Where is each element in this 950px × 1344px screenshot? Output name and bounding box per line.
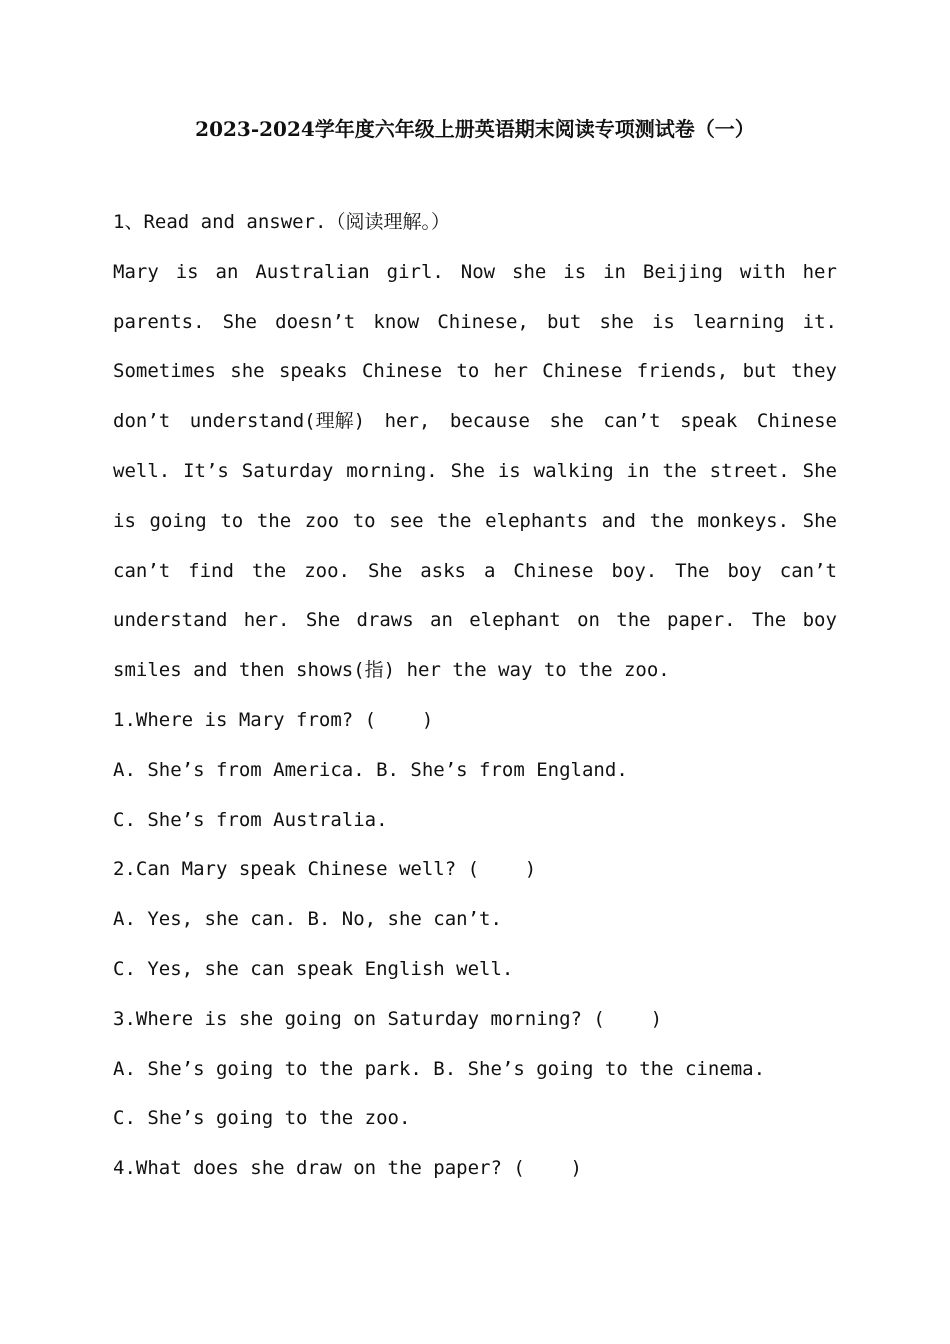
question-options: C. She’s going to the zoo. (113, 1107, 411, 1130)
passage-line (113, 596, 837, 646)
passage-word: can’t (779, 559, 837, 582)
passage-word: to (543, 659, 579, 682)
passage-word: Australian (255, 260, 370, 283)
passage-word: She (802, 459, 837, 482)
passage-word: a (483, 559, 496, 582)
question-options: A. Yes, she can. B. No, she can’t. (113, 908, 502, 931)
passage-line (113, 447, 837, 497)
passage-word: boy (727, 559, 762, 582)
passage-word: but (742, 360, 777, 383)
passage-word: walking (533, 459, 614, 482)
passage-word: boy (802, 609, 837, 632)
passage-word: then (238, 659, 297, 682)
passage-word: and (601, 509, 636, 532)
passage-word: is (563, 260, 587, 283)
passage-word: can’t (603, 410, 661, 433)
passage-word: in (626, 459, 650, 482)
passage-word: way (498, 659, 544, 682)
passage-word: she (549, 410, 584, 433)
passage-word: zoo (304, 509, 340, 532)
passage-word: an (430, 609, 453, 632)
passage-word: to (352, 509, 376, 532)
passage-word: Sometimes (113, 360, 216, 383)
passage-word: monkeys. (697, 509, 790, 532)
passage-word: friends, (636, 360, 729, 383)
passage-word: speaks (278, 360, 348, 383)
passage-word: elephants (485, 509, 589, 532)
passage-word: is (651, 310, 675, 333)
passage-word: is (113, 509, 136, 532)
passage-word: well. (113, 459, 171, 482)
question-3 (113, 995, 837, 1144)
passage-word: the (437, 509, 472, 532)
passage-word: find (188, 559, 234, 582)
passage-word: her. (243, 609, 290, 632)
passage-word: going (149, 509, 207, 532)
question-1 (113, 696, 837, 845)
passage-word: zoo. (623, 659, 670, 682)
passage-word: can’t (113, 559, 171, 582)
passage-word: she (599, 310, 634, 333)
question-stem: 2.Can Mary speak Chinese well? ( ) (113, 858, 537, 881)
page-title: 2023-2024学年度六年级上册英语期末阅读专项测试卷（一） (195, 117, 755, 141)
question-stem: 1.Where is Mary from? ( ) (113, 708, 434, 731)
passage-word: parents. (113, 310, 205, 333)
passage-word: is (497, 459, 521, 482)
passage-word: speak (680, 410, 738, 433)
passage-word: draws (356, 609, 414, 632)
passage-word: She (367, 559, 403, 582)
passage-word: paper. (666, 609, 736, 632)
passage-word: in (603, 260, 626, 283)
passage-word: Beijing (642, 260, 723, 283)
passage-word: Chinese (361, 360, 443, 383)
question-stem: 4.What does she draw on the paper? ( ) (113, 1157, 582, 1180)
question-options: C. Yes, she can speak English well. (113, 957, 514, 980)
passage-word: an (215, 260, 239, 283)
passage-word: understand(理解) (189, 410, 366, 433)
passage-word: her (802, 260, 837, 283)
passage-word: The (751, 609, 787, 632)
passage-word: the (251, 559, 287, 582)
passage-word: girl. (386, 260, 444, 283)
passage-line (113, 397, 837, 447)
passage-word: the (649, 509, 684, 532)
passage-word: Chinese (542, 360, 623, 383)
passage-word: She (222, 310, 257, 333)
passage-line (113, 248, 837, 298)
passage-word: her (493, 360, 528, 383)
question-4 (113, 1144, 837, 1194)
passage-line (113, 298, 837, 348)
passage-word: see (389, 509, 424, 532)
question-options: A. She’s from America. B. She’s from England. (113, 758, 628, 781)
passage-word: asks (420, 559, 466, 582)
passage-word: Chinese, (437, 310, 529, 333)
passage-word: morning. (346, 459, 438, 482)
question-options: C. She’s from Australia. (113, 808, 388, 831)
passage-word: She (305, 609, 341, 632)
passage-word: know (373, 310, 420, 333)
passage-word: Now (460, 260, 496, 283)
passage-word: learning (693, 310, 785, 333)
passage-word: street. (709, 459, 790, 482)
passage-word: to (220, 509, 244, 532)
passage-word: The (675, 559, 710, 582)
passage-word: to (456, 360, 480, 383)
passage-word: is (175, 260, 199, 283)
passage-word: Saturday (241, 459, 334, 482)
passage-word: She (802, 509, 837, 532)
passage-line (113, 547, 837, 597)
document-body (113, 198, 837, 1194)
question-2 (113, 845, 837, 994)
passage-word: on (577, 609, 600, 632)
passage-word: boy. (611, 559, 658, 582)
passage-word: Mary (113, 260, 159, 283)
passage-word: they (791, 360, 837, 383)
passage-word: but (546, 310, 582, 333)
passage-word: She (450, 459, 485, 482)
passage-word: the (452, 659, 499, 682)
passage-word: the (256, 509, 292, 532)
section-heading: 1、Read and answer.（阅读理解。） (113, 211, 450, 233)
passage-word: and (193, 659, 239, 682)
passage-word: shows(指) (296, 659, 407, 682)
passage-word: It’s (183, 459, 229, 482)
passage-word: understand (113, 609, 228, 632)
passage-line (113, 347, 837, 397)
passage-line (113, 646, 837, 696)
passage-word: Chinese (756, 410, 837, 433)
passage-word: don’t (113, 410, 171, 433)
question-stem: 3.Where is she going on Saturday morning? ( ) (113, 1007, 663, 1030)
passage-word: the (578, 659, 624, 682)
passage-word: smiles (113, 659, 194, 682)
passage-word: she (512, 260, 547, 283)
passage-word: it. (802, 310, 837, 333)
passage-word: doesn’t (275, 310, 356, 333)
question-options: A. She’s going to the park. B. She’s going to the cinema. (113, 1057, 766, 1080)
passage-word: her, (384, 410, 431, 433)
passage-word: Chinese (513, 559, 594, 582)
passage-word: elephant (469, 609, 561, 632)
passage-line (113, 497, 837, 547)
passage-word: the (616, 609, 651, 632)
passage-word: zoo. (304, 559, 350, 582)
passage-word: her (406, 659, 453, 682)
passage-word: the (662, 459, 697, 482)
passage-word: because (449, 410, 530, 433)
reading-passage (113, 248, 837, 696)
passage-word: with (739, 260, 786, 283)
passage-word: she (230, 360, 265, 383)
